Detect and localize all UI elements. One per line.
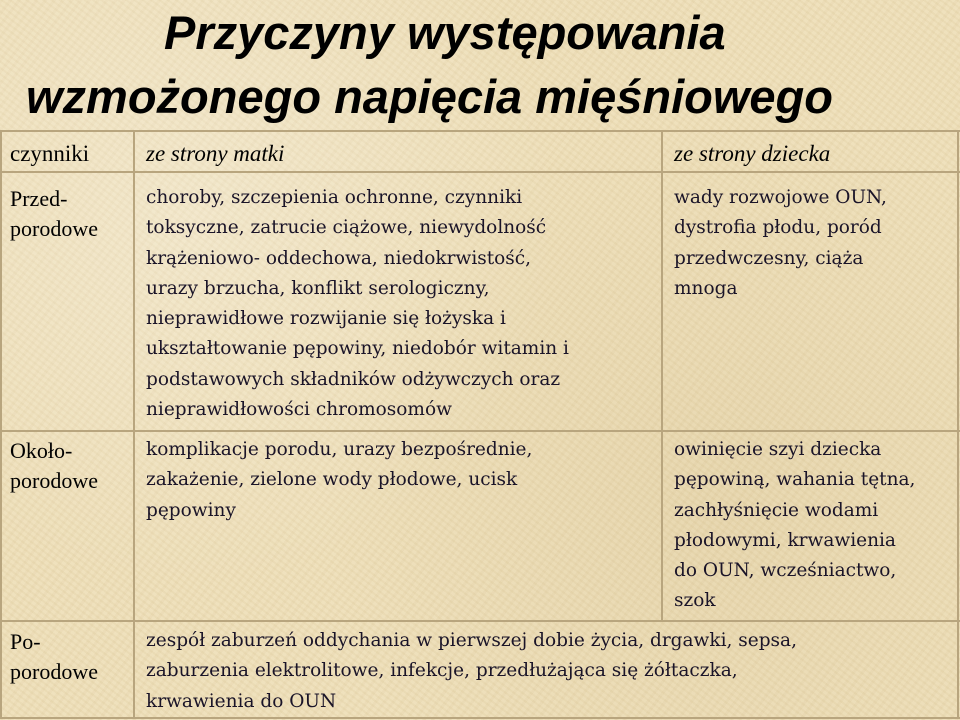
slide-title (0, 0, 960, 130)
row-label-prenatal (10, 184, 130, 244)
header-child: ze strony dziecka (674, 141, 831, 166)
text-line: owinięcie szyi dziecka (674, 439, 882, 460)
text-line: zachłyśnięcie wodami (674, 499, 879, 521)
row-label-postnatal-line-2: porodowe (10, 659, 98, 684)
text-line: urazy brzucha, konflikt serologiczny, (146, 277, 490, 299)
prenatal-child-cell (674, 183, 954, 304)
text-line: krwawienia do OUN (146, 690, 337, 712)
text-line: przedwczesny, ciąża (674, 247, 864, 269)
row-label-postnatal-line-1: Po- (10, 629, 41, 654)
grid-line-top (0, 130, 960, 132)
perinatal-mother-cell (146, 435, 656, 526)
text-line: nieprawidłowe rozwijanie się łożyska i (146, 308, 506, 330)
grid-line-row2-bottom (0, 620, 960, 622)
text-line: pępowiny (146, 499, 236, 521)
row-label-prenatal-line-2: porodowe (10, 216, 98, 241)
text-line: do OUN, wcześniactwo, (674, 560, 897, 582)
row-label-prenatal-line-1: Przed- (10, 186, 68, 211)
header-factors: czynniki (10, 141, 90, 166)
text-line: toksyczne, zatrucie ciążowe, niewydolność (146, 217, 547, 239)
text-line: komplikacje porodu, urazy bezpośrednie, (146, 439, 533, 460)
text-line: krążeniowo- oddechowa, niedokrwistość, (146, 247, 532, 269)
text-line: podstawowych składników odżywczych oraz (146, 368, 561, 390)
text-line: pępowiną, wahania tętna, (674, 469, 916, 491)
slide-title-line-1: Przyczyny występowania (164, 6, 726, 59)
text-line: mnoga (674, 277, 738, 299)
text-line: wady rozwojowe OUN, (674, 187, 887, 208)
text-line: szok (674, 590, 716, 612)
header-mother: ze strony matki (146, 141, 285, 166)
grid-line-left (0, 130, 2, 719)
row-label-perinatal (10, 436, 130, 496)
row-label-postnatal (10, 627, 130, 687)
text-line: nieprawidłowości chromosomów (146, 399, 452, 421)
perinatal-child-cell (674, 435, 954, 617)
grid-line-row1-bottom (0, 430, 960, 432)
grid-line-right (957, 130, 959, 719)
grid-line-header-bottom (0, 171, 960, 173)
grid-line-col1 (133, 130, 135, 719)
text-line: zespół zaburzeń oddychania w pierwszej dobie życia, drgawki, sepsa, (146, 630, 797, 651)
text-line: płodowymi, krwawienia (674, 529, 896, 551)
text-line: zakażenie, zielone wody płodowe, ucisk (146, 469, 518, 491)
row-label-perinatal-line-2: porodowe (10, 468, 98, 493)
prenatal-mother-cell (146, 183, 656, 425)
row-label-perinatal-line-1: Około- (10, 438, 73, 463)
text-line: choroby, szczepienia ochronne, czynniki (146, 187, 523, 208)
text-line: ukształtowanie pępowiny, niedobór witamin i (146, 338, 569, 360)
postnatal-combined-cell (146, 626, 954, 717)
text-line: zaburzenia elektrolitowe, infekcje, przedłużająca się żółtaczka, (146, 660, 738, 682)
slide-title-line-2: wzmożonego napięcia mięśniowego (26, 70, 833, 123)
text-line: dystrofia płodu, poród (674, 217, 882, 239)
grid-line-bottom (0, 717, 960, 719)
grid-line-col2 (661, 130, 663, 622)
